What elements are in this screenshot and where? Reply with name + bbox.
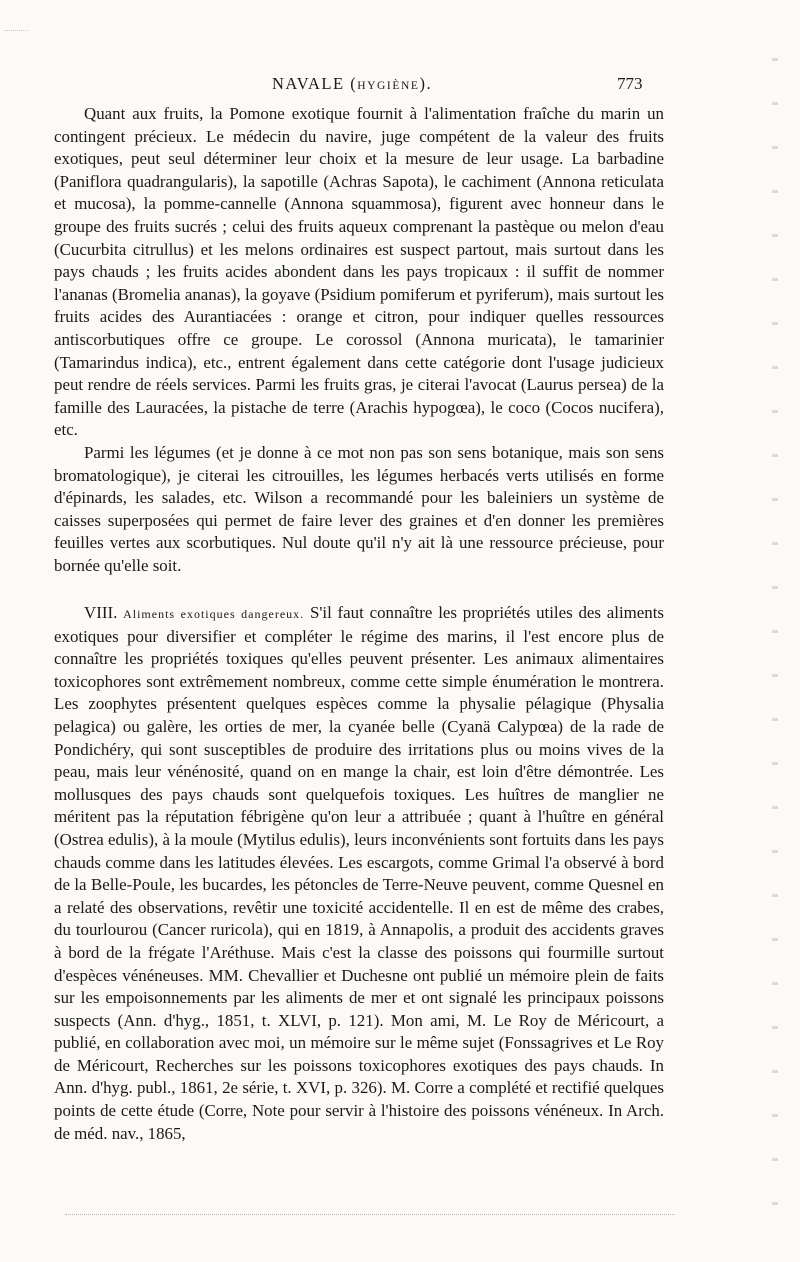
running-title-main: NAVALE ( (272, 74, 358, 93)
running-header (0, 74, 800, 96)
running-title (272, 74, 432, 94)
section-viii (54, 602, 664, 1145)
running-title-subject: HYGIÈNE (357, 80, 420, 92)
body-text-upper (54, 103, 664, 577)
section-heading: Aliments exotiques dangereux. (123, 607, 305, 621)
running-title-end: ). (419, 74, 433, 93)
section-number: VIII. (84, 603, 118, 622)
page-number: 773 (617, 74, 643, 93)
footer-rule (65, 1214, 675, 1215)
paragraph-legumes: Parmi les légumes (et je donne à ce mot non pas son sens botanique, mais son sens bromatologique), je citerai les citrouilles, les légumes herbacés verts utilisés en forme d'épinards, les salades, etc. Wilson a recommandé pour les baleiniers un système de caisses superposées qui permet de faire lever des graines et d'en donner les premières feuilles vertes aux scorbutiques. Nul doute qu'il n'y ait là une ressource précieuse, pour bornée qu'elle soit. (54, 442, 664, 575)
section-body: S'il faut connaître les propriétés utiles des aliments exotiques pour diversifier et compléter le régime des marins, il l'est encore plus de connaître les propriétés toxiques qu'elles peuvent présenter. Les animaux alimentaires toxicophores sont extrêmement nombreux, comme cette simple énumération le montrera. Les zoophytes présentent quelques espèces comme la physalie pélagique (Physalia pelagica) ou galère, les orties de mer, la cyanée belle (Cyanä Calypœa) de la rade de Pondichéry, qui sont susceptibles de produire des irritations plus ou moins vives de la peau, mais leur vénénosité, quand on en mange la chair, est loin d'être démontrée. Les mollusques des pays chauds sont quelquefois toxiques. Les huîtres de manglier ne méritent pas la réputation fébrigène qu'on leur a attribuée ; quant à l'huître en général (Ostrea edulis), à la moule (Mytilus edulis), leurs inconvénients sont fortuits dans les pays chauds comme dans les latitudes élevées. Les escargots, comme Grimal l'a observé à bord de la Belle-Poule, les bucardes, les pétoncles de Terre-Neuve peuvent, comme Quesnel en a relaté des observations, revêtir une toxicité accidentelle. Il en est de même des crabes, du tourlourou (Cancer ruricola), qui en 1819, à Annapolis, a produit des accidents graves à bord de la frégate l'Aréthuse. Mais c'est la classe des poissons qui fourmille surtout d'espèces vénéneuses. MM. Chevallier et Duchesne ont publié un mémoire plein de faits sur les empoisonnements par les aliments de mer et ont signalé les principaux poissons suspects (Ann. d'hyg., 1851, t. XLVI, p. 121). Mon ami, M. Le Roy de Méricourt, a publié, en collaboration avec moi, un mémoire sur le même sujet (Fonssagrives et Le Roy de Méricourt, Recherches sur les poissons toxicophores exotiques des pays chauds. In Ann. d'hyg. publ., 1861, 2e série, t. XVI, p. 326). M. Corre a complété et rectifié quelques points de cette étude (Corre, Note pour servir à l'histoire des poissons vénéneux. In Arch. de méd. nav., 1865, (54, 603, 664, 1143)
section-paragraph (54, 602, 664, 1145)
left-margin-marks (4, 30, 28, 47)
page-edge-marks (772, 40, 778, 1220)
paragraph-fruits: Quant aux fruits, la Pomone exotique fournit à l'alimentation fraîche du marin un contingent précieux. Le médecin du navire, juge compétent de la valeur des fruits exotiques, peut seul déterminer leur choix et la mesure de leur usage. La barbadine (Paniflora quadrangularis), la sapotille (Achras Sapota), le cachiment (Annona reticulata et mucosa), la pomme-cannelle (Annona squammosa), figurent avec honneur dans le groupe des fruits sucrés ; celui des fruits aqueux comprenant la pastèque ou melon d'eau (Cucurbita citrullus) et les melons ordinaires est suspect partout, mais surtout dans les pays chauds ; les fruits acides abondent dans les pays tropicaux : il suffit de nommer l'ananas (Bromelia ananas), la goyave (Psidium pomiferum et pyriferum), mais surtout les fruits acides des Aurantiacées : orange et citron, pour indiquer quelles ressources antiscorbutiques offre ce groupe. Le corossol (Annona muricata), le tamarinier (Tamarindus indica), etc., entrent également dans cette catégorie dont l'usage judicieux peut rendre de réels services. Parmi les fruits gras, je citerai l'avocat (Laurus persea) de la famille des Lauracées, la pistache de terre (Arachis hypogœa), le coco (Cocos nucifera), etc. (54, 104, 664, 440)
